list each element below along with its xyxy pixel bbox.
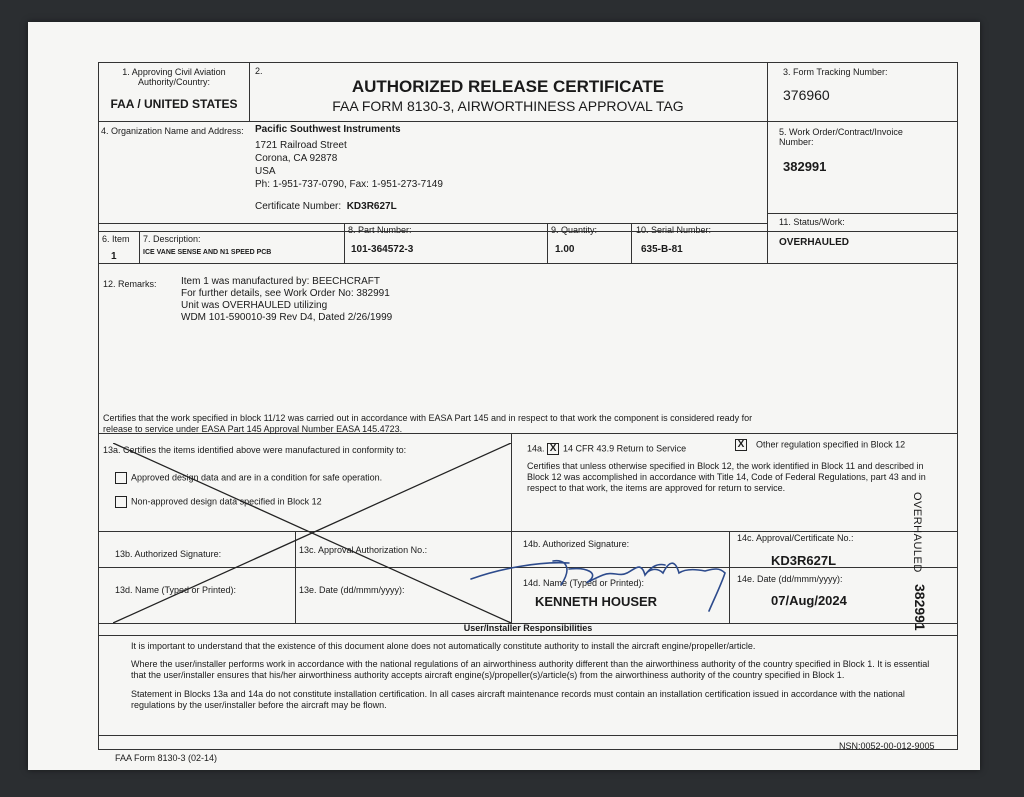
side-work-order: 382991 [912, 584, 928, 631]
approval-certificate-number: KD3R627L [771, 553, 837, 568]
responsibilities-p1: It is important to understand that the existence of this document alone does not automatically constitute authority to install the aircraft engine/propeller/article. [131, 641, 756, 651]
part-number-header: 8. Part Number: [348, 225, 412, 235]
return-to-service-option: 14a. X 14 CFR 43.9 Return to Service [527, 443, 687, 454]
authorized-name: KENNETH HOUSER [535, 594, 658, 609]
item-number: 1 [111, 251, 117, 262]
block14d-label: 14d. Name (Typed or Printed): [523, 578, 645, 588]
return-to-service-checkbox[interactable]: X [547, 443, 559, 455]
status-header: 11. Status/Work: [779, 217, 845, 227]
block5-label: 5. Work Order/Contract/Invoice Number: [779, 127, 903, 147]
remarks-label: 12. Remarks: [103, 279, 157, 289]
org-address: 1721 Railroad Street Corona, CA 92878 USA Ph: 1-951-737-0790, Fax: 1-951-273-7149 [255, 140, 443, 190]
certificate-paper [28, 22, 980, 770]
block13b-label: 13b. Authorized Signature: [115, 549, 222, 559]
serial-number-header: 10. Serial Number: [636, 225, 712, 235]
form-title: AUTHORIZED RELEASE CERTIFICATE [351, 77, 665, 96]
block14a-statement: Certifies that unless otherwise specified in Block 12, the work identified in Block 11 and described in Block 12 was accomplished in accordance with Title 14, Code of Federal Regulations, part 43 and in respect to that work, the items are approved for return to service. [527, 461, 926, 493]
non-approved-design-option: Non-approved design data specified in Block 12 [115, 496, 322, 508]
form-8130-3 [98, 62, 958, 763]
form-version: FAA Form 8130-3 (02-14) [115, 753, 218, 763]
block14e-label: 14e. Date (dd/mmm/yyyy): [737, 574, 843, 584]
form-tracking-number: 376960 [783, 87, 830, 103]
block13e-label: 13e. Date (dd/mmm/yyyy): [299, 585, 405, 595]
block13-void-cross [113, 443, 511, 623]
block2-label: 2. [255, 66, 263, 76]
block3-label: 3. Form Tracking Number: [783, 67, 888, 77]
nsn-number: NSN:0052-00-012-9005 [839, 741, 935, 751]
block13c-label: 13c. Approval Authorization No.: [299, 545, 428, 555]
authorized-signature [469, 539, 759, 619]
work-order-number: 382991 [783, 159, 827, 174]
status-work: OVERHAULED [779, 237, 850, 248]
quantity-header: 9. Quantity: [551, 225, 598, 235]
block4-label: 4. Organization Name and Address: [101, 126, 244, 136]
org-name: Pacific Southwest Instruments [255, 124, 401, 135]
block13a-label: 13a. Certifies the items identified above were manufactured in conformity to: [103, 445, 407, 455]
other-regulation-checkbox[interactable]: X [735, 439, 747, 451]
block1-label: 1. Approving Civil Aviation Authority/Country: [122, 67, 226, 87]
serial-number: 635-B-81 [641, 244, 683, 255]
approving-authority: FAA / UNITED STATES [110, 97, 238, 111]
responsibilities-p2: Where the user/installer performs work in accordance with the national regulations of an airworthiness authority different than the airworthiness authority of the country specified in Block 1. It is essential that the user/installer ensures that his/her airworthiness authority accepts aircraft engine(s)/propeller(s)/article(s) from the airworthiness authority of the country specified in Block 1. [131, 659, 930, 680]
other-regulation-option: X Other regulation specified in Block 12 [735, 439, 905, 451]
approved-design-option: Approved design data and are in a condition for safe operation. [115, 472, 382, 484]
item-header: 6. Item [102, 234, 130, 244]
authorized-date: 07/Aug/2024 [771, 593, 847, 608]
responsibilities-title: User/Installer Responsibilities [463, 623, 593, 633]
side-status: OVERHAULED [911, 492, 923, 573]
part-number: 101-364572-3 [351, 244, 414, 255]
form-subtitle: FAA FORM 8130-3, AIRWORTHINESS APPROVAL TAG [332, 98, 684, 114]
remarks-text: Item 1 was manufactured by: BEECHCRAFT For further details, see Work Order No: 382991 Unit was OVERHAULED utilizing WDM 101-590010-39 Rev D4, Dated 2/26/1999 [181, 276, 393, 323]
block14c-label: 14c. Approval/Certificate No.: [737, 533, 854, 543]
item-description: ICE VANE SENSE AND N1 SPEED PCB [143, 249, 272, 256]
certificate-number: Certificate Number: KD3R627L [255, 201, 397, 212]
description-header: 7. Description: [143, 234, 201, 244]
block14b-label: 14b. Authorized Signature: [523, 539, 630, 549]
responsibilities-p3: Statement in Blocks 13a and 14a do not constitute installation certification. In all cases aircraft maintenance records must contain an installation certification issued in accordance with the national regulations by the user/installer before the aircraft may be flown. [131, 689, 905, 710]
easa-statement: Certifies that the work specified in block 11/12 was carried out in accordance with EASA Part 145 and in respect to that work the component is considered ready for release to service under EASA Part 145 Approval Number EASA 145.4723. [103, 413, 753, 434]
block13d-label: 13d. Name (Typed or Printed): [115, 585, 237, 595]
quantity: 1.00 [555, 244, 575, 255]
